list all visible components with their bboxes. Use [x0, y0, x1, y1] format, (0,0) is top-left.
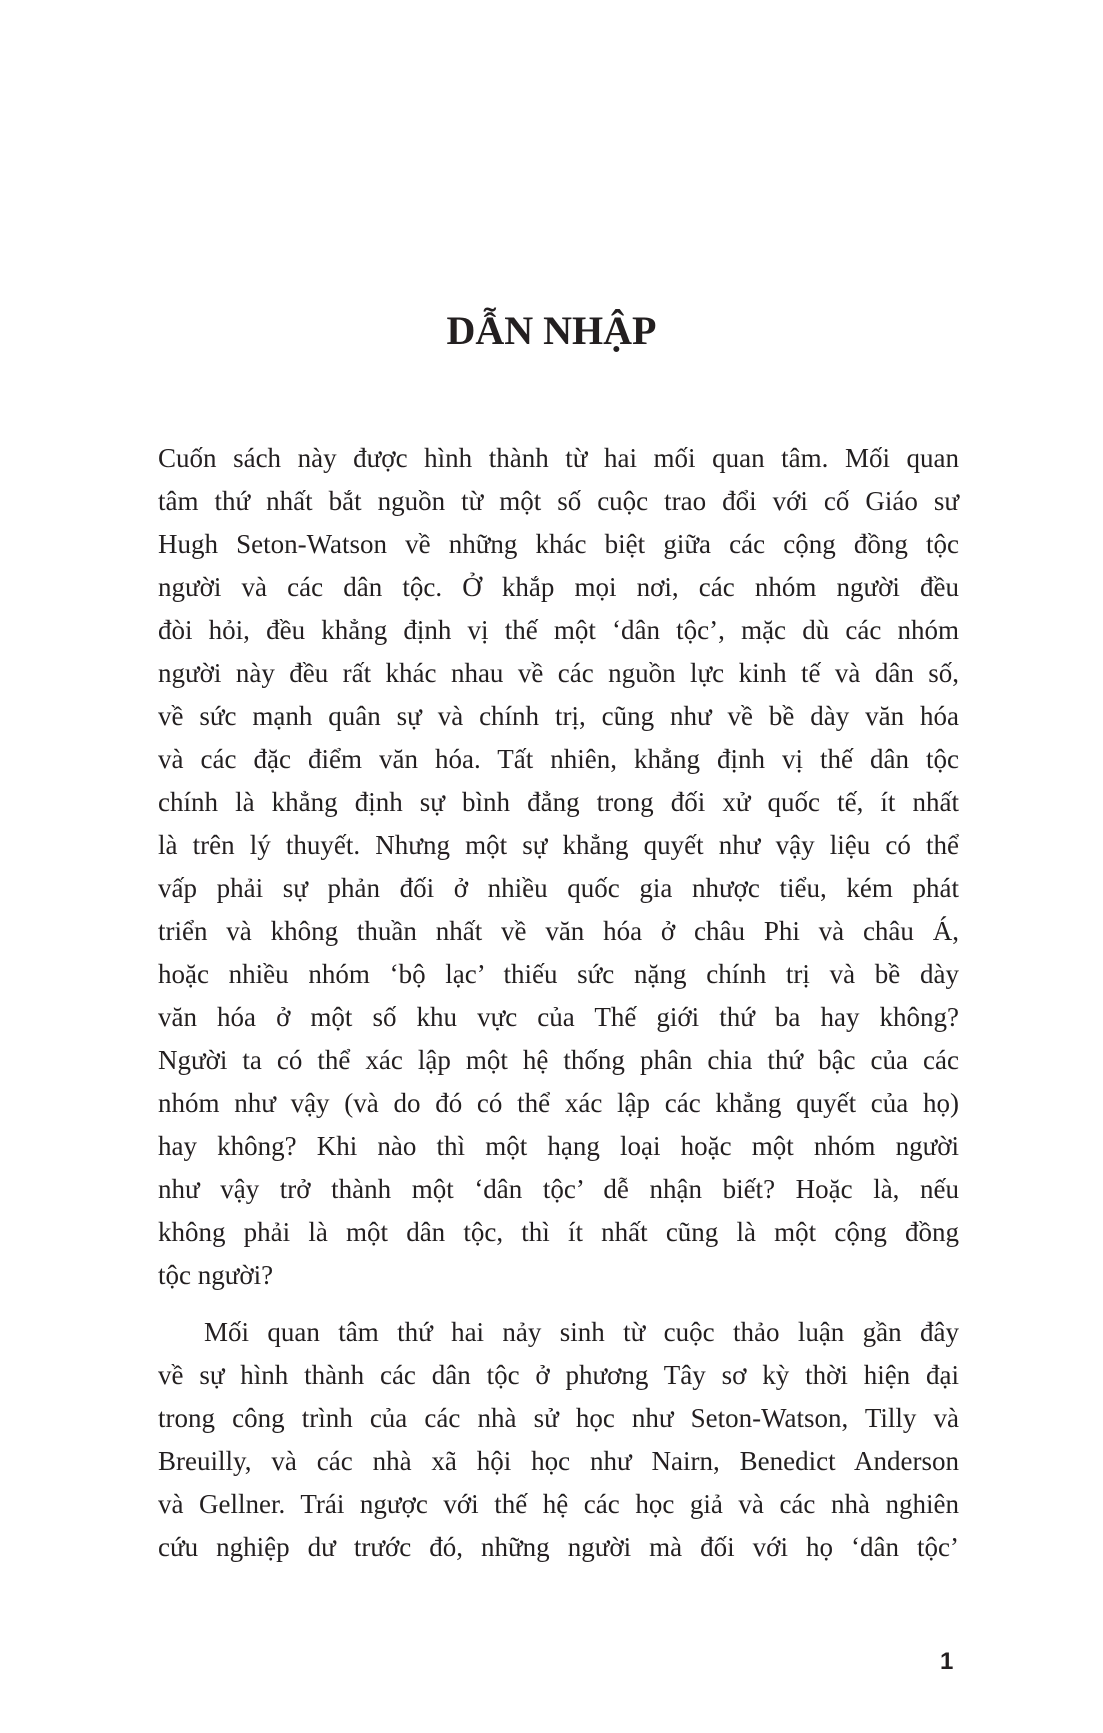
page-number: 1 [940, 1648, 954, 1675]
text-line: Mối quan tâm thứ hai nảy sinh từ cuộc thảo luận gần đây [204, 1317, 959, 1347]
text-line: Hugh Seton-Watson về những khác biệt giữa các cộng đồng tộc [158, 529, 959, 559]
body-text [158, 437, 959, 1569]
text-line: người và các dân tộc. Ở khắp mọi nơi, các nhóm người đều [158, 572, 959, 602]
paragraph-2 [158, 1311, 959, 1569]
text-line: trong công trình của các nhà sử học như Seton-Watson, Tilly và [158, 1403, 959, 1433]
text-line: tâm thứ nhất bắt nguồn từ một số cuộc trao đổi với cố Giáo sư [158, 486, 959, 516]
paragraph-1 [158, 437, 959, 1297]
text-line: như vậy trở thành một ‘dân tộc’ dễ nhận biết? Hoặc là, nếu [158, 1174, 959, 1204]
text-line: chính là khẳng định sự bình đẳng trong đối xử quốc tế, ít nhất [158, 787, 959, 817]
text-line: văn hóa ở một số khu vực của Thế giới thứ ba hay không? [158, 1002, 959, 1032]
text-line: hoặc nhiều nhóm ‘bộ lạc’ thiếu sức nặng chính trị và bề dày [158, 959, 959, 989]
text-line: đòi hỏi, đều khẳng định vị thế một ‘dân tộc’, mặc dù các nhóm [158, 615, 959, 645]
text-line: và Gellner. Trái ngược với thế hệ các học giả và các nhà nghiên [158, 1489, 959, 1519]
text-line: tộc người? [158, 1260, 274, 1290]
text-line: về sự hình thành các dân tộc ở phương Tây sơ kỳ thời hiện đại [158, 1360, 959, 1390]
paragraph-gap [158, 1297, 959, 1311]
text-line: không phải là một dân tộc, thì ít nhất cũng là một cộng đồng [158, 1217, 959, 1247]
text-line: vấp phải sự phản đối ở nhiều quốc gia nhược tiểu, kém phát [158, 873, 959, 903]
text-line: Breuilly, và các nhà xã hội học như Nairn, Benedict Anderson [158, 1446, 959, 1476]
text-line: Cuốn sách này được hình thành từ hai mối quan tâm. Mối quan [158, 443, 959, 473]
text-line: cứu nghiệp dư trước đó, những người mà đối với họ ‘dân tộc’ [158, 1532, 959, 1562]
text-line: về sức mạnh quân sự và chính trị, cũng như về bề dày văn hóa [158, 701, 959, 731]
text-line: người này đều rất khác nhau về các nguồn lực kinh tế và dân số, [158, 658, 959, 688]
text-line: và các đặc điểm văn hóa. Tất nhiên, khẳng định vị thế dân tộc [158, 744, 959, 774]
text-line: Người ta có thể xác lập một hệ thống phân chia thứ bậc của các [158, 1045, 959, 1075]
text-line: nhóm như vậy (và do đó có thể xác lập các khẳng quyết của họ) [158, 1088, 959, 1118]
text-line: là trên lý thuyết. Nhưng một sự khẳng quyết như vậy liệu có thể [158, 830, 959, 860]
text-line: triển và không thuần nhất về văn hóa ở châu Phi và châu Á, [158, 916, 959, 946]
text-line: hay không? Khi nào thì một hạng loại hoặc một nhóm người [158, 1131, 959, 1161]
chapter-title: DẪN NHẬP [446, 308, 657, 353]
